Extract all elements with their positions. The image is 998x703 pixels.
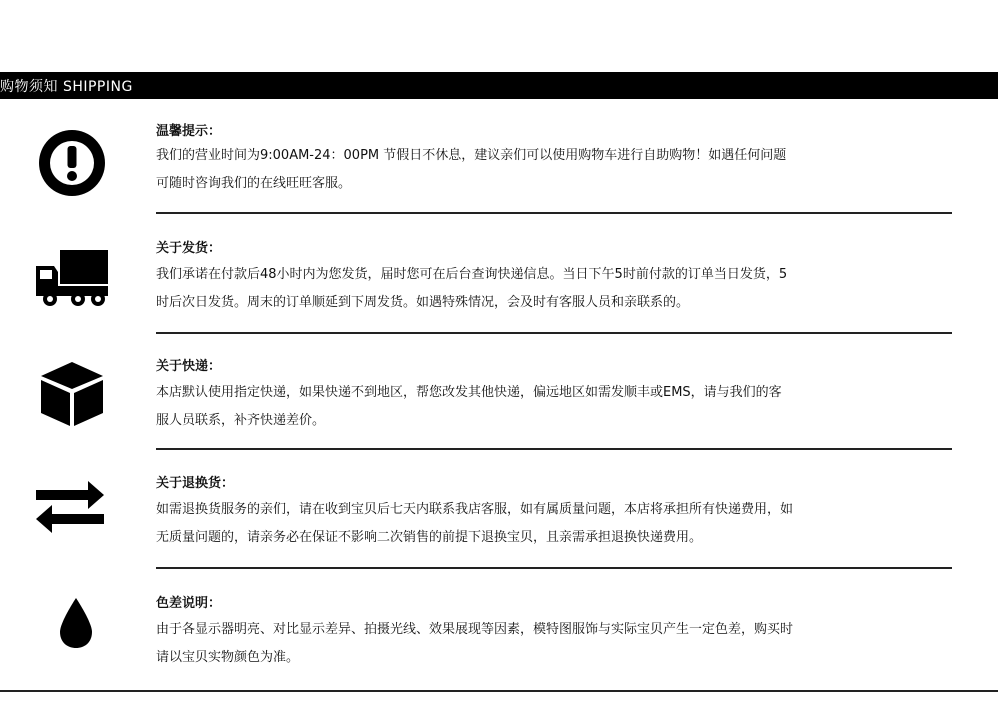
- section-line: 可随时咨询我们的在线旺旺客服。: [156, 176, 352, 191]
- section-line: 如需退换货服务的亲们，请在收到宝贝后七天内联系我店客服，如有属质量问题，本店将承担所有快递费用，如: [156, 502, 794, 517]
- divider: [156, 448, 952, 450]
- section-title: 色差说明：: [156, 596, 222, 611]
- section-line: 我们的营业时间为9:00AM-24：00PM 节假日不休息，建议亲们可以使用购物车进行自助购物！如遇任何问题: [156, 148, 787, 163]
- exchange-arrows-icon: [32, 478, 116, 548]
- section-title: 温馨提示：: [156, 124, 222, 139]
- section-body: [156, 616, 956, 672]
- bottom-divider: [0, 690, 998, 692]
- divider: [156, 567, 952, 569]
- section-body: [156, 379, 956, 435]
- section-title: 关于退换货：: [156, 476, 235, 491]
- exclamation-icon: [32, 128, 116, 198]
- header-bar: [0, 72, 998, 99]
- section-body: [156, 261, 956, 317]
- section-line: 请以宝贝实物颜色为准。: [156, 650, 300, 665]
- divider: [156, 332, 952, 334]
- section-line: 我们承诺在付款后48小时内为您发货，届时您可在后台查询快递信息。当日下午5时前付款的订单当日发货，5: [156, 267, 788, 282]
- page-title: 购物须知 SHIPPING: [0, 79, 133, 95]
- section-title: 关于发货：: [156, 241, 222, 256]
- truck-icon: [32, 248, 116, 318]
- section-line: 服人员联系，补齐快递差价。: [156, 413, 326, 428]
- drop-icon: [32, 596, 116, 666]
- section-line: 无质量问题的，请亲务必在保证不影响二次销售的前提下退换宝贝，且亲需承担退换快递费用。: [156, 530, 703, 545]
- section-line: 本店默认使用指定快递，如果快递不到地区，帮您改发其他快递，偏远地区如需发顺丰或EMS，请与我们的客: [156, 385, 782, 400]
- section-line: 时后次日发货。周末的订单顺延到下周发货。如遇特殊情况，会及时有客服人员和亲联系的。: [156, 295, 690, 310]
- section-body: [156, 142, 956, 198]
- section-line: 由于各显示器明亮、对比显示差异、拍摄光线、效果展现等因素，模特图服饰与实际宝贝产生一定色差，购买时: [156, 622, 794, 637]
- section-body: [156, 496, 956, 552]
- section-title: 关于快递：: [156, 359, 222, 374]
- divider: [156, 212, 952, 214]
- box-icon: [32, 360, 116, 430]
